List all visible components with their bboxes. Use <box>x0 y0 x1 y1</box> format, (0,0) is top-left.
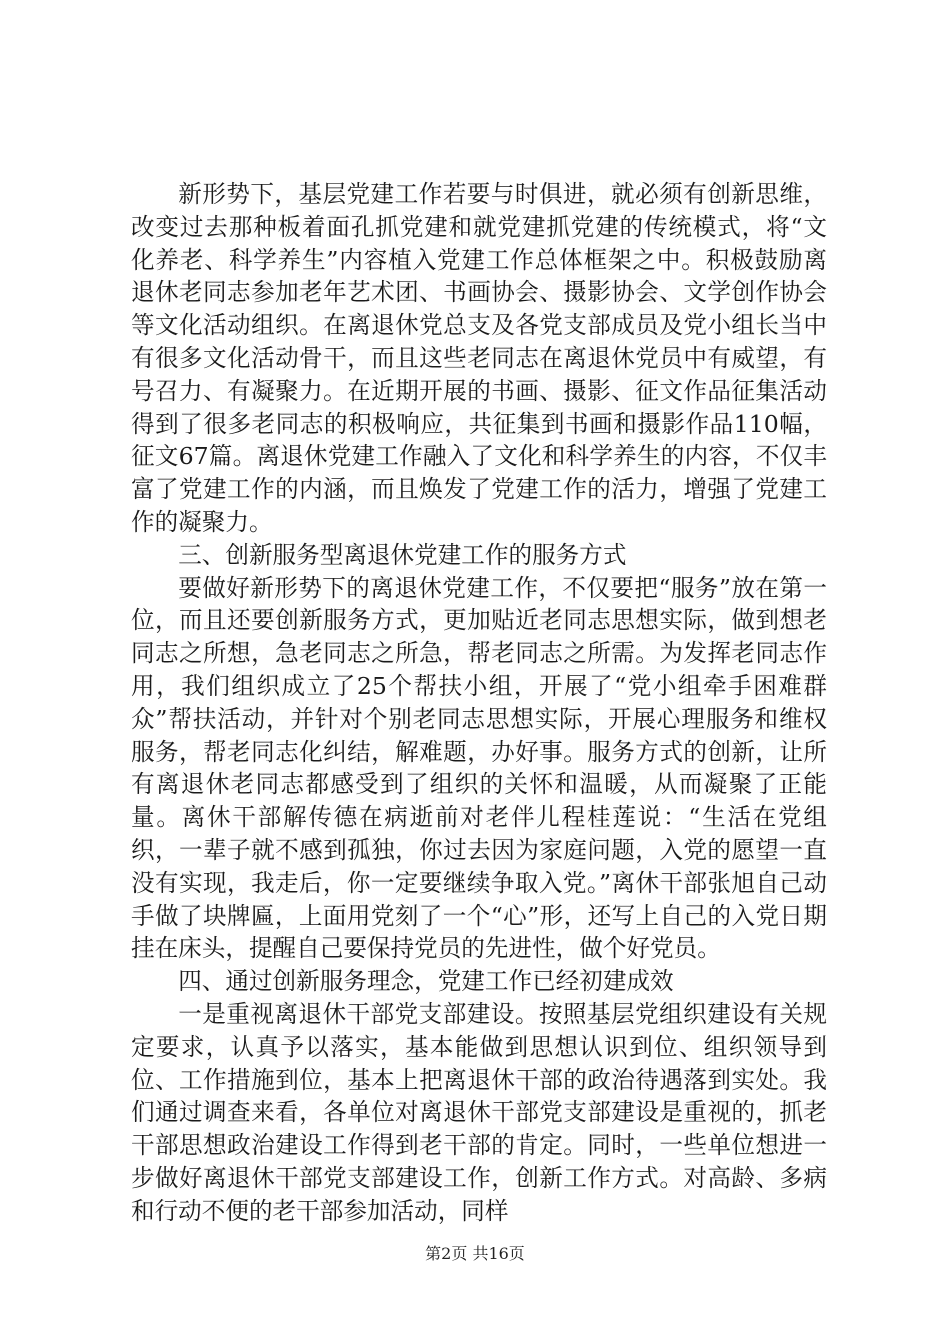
document-body <box>131 178 827 1228</box>
section-heading-3: 三、创新服务型离退休党建工作的服务方式 <box>178 540 627 569</box>
page-number-footer: 第2页 共16页 <box>425 1244 525 1263</box>
paragraph-branch-building: 一是重视离退休干部党支部建设。按照基层党组织建设有关规定要求，认真予以落实，基本能做到思想认识到位、组织领导到位、工作措施到位，基本上把离退休干部的政治待遇落到实处。我们通过调查来看，各单位对离退休干部党支部建设是重视的，抓老干部思想政治建设工作得到老干部的肯定。同时，一些单位想进一步做好离退休干部党支部建设工作，创新工作方式。对高龄、多病和行动不便的老干部参加活动，同样 <box>131 999 827 1225</box>
paragraph-service-method: 要做好新形势下的离退休党建工作，不仅要把“服务”放在第一位，而且还要创新服务方式，更加贴近老同志思想实际，做到想老同志之所想，急老同志之所急，帮老同志之所需。为发挥老同志作用，我们组织成立了25个帮扶小组，开展了“党小组牵手困难群众”帮扶活动，并针对个别老同志思想实际，开展心理服务和维权服务，帮老同志化纠结，解难题，办好事。服务方式的创新，让所有离退休老同志都感受到了组织的关怀和温暖，从而凝聚了正能量。离休干部解传德在病逝前对老伴儿程桂莲说：“生活在党组织，一辈子就不感到孤独，你过去因为家庭问题，入党的愿望一直没有实现，我走后，你一定要继续争取入党。”离休干部张旭自己动手做了块牌匾，上面用党刻了一个“心”形，还写上自己的入党日期挂在床头，提醒自己要保持党员的先进性，做个好党员。 <box>131 573 827 963</box>
paragraph-culture-elderly: 新形势下，基层党建工作若要与时俱进，就必须有创新思维，改变过去那种板着面孔抓党建和就党建抓党建的传统模式，将“文化养老、科学养生”内容植入党建工作总体框架之中。积极鼓励离退休老同志参加老年艺术团、书画协会、摄影协会、文学创作协会等文化活动组织。在离退休党总支及各党支部成员及党小组长当中有很多文化活动骨干，而且这些老同志在离退休党员中有威望，有号召力、有凝聚力。在近期开展的书画、摄影、征文作品征集活动得到了很多老同志的积极响应，共征集到书画和摄影作品110幅，征文67篇。离退休党建工作融入了文化和科学养生的内容，不仅丰富了党建工作的内涵，而且焕发了党建工作的活力，增强了党建工作的凝聚力。 <box>131 180 827 536</box>
section-heading-4: 四、通过创新服务理念，党建工作已经初建成效 <box>178 967 674 996</box>
